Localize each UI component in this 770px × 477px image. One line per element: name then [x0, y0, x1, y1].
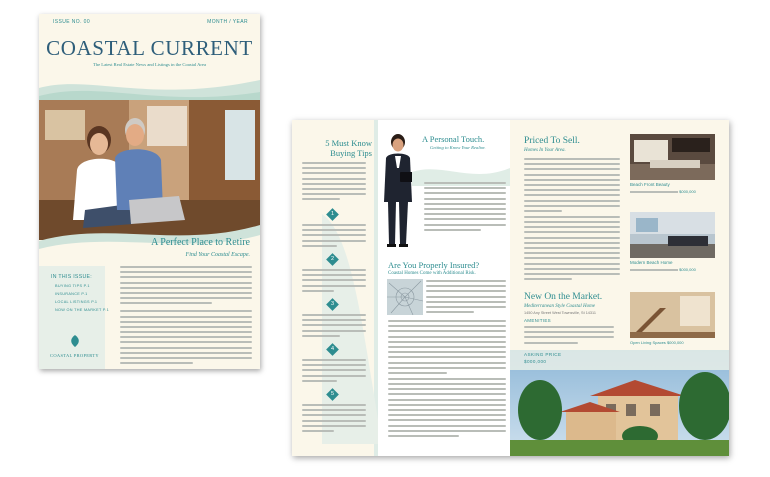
- listing-details: $000,000: [630, 189, 696, 194]
- tip-number: 2: [330, 256, 335, 262]
- feature-headline: A Perfect Place to Retire: [151, 237, 250, 248]
- masthead-tagline: The Latest Real Estate News and Listings in the Coastal Area: [92, 62, 207, 67]
- priced-subtitle: Homes In Your Area.: [524, 148, 566, 153]
- toc-item: LOCAL LISTINGS P.1: [55, 300, 98, 304]
- market-address: 1450 Any Street West Townsville, St 14311: [524, 311, 596, 315]
- listing-photo-living: [630, 212, 715, 258]
- market-subtitle: Mediterranean Style Coastal Home: [524, 304, 595, 309]
- newsletter-inside-spread: [292, 120, 729, 456]
- tips-title: 5 Must Know Buying Tips: [325, 138, 372, 158]
- realtor-photo: [380, 132, 420, 250]
- brand-name: COASTAL PROPERTY: [50, 353, 99, 358]
- tip-text: [302, 404, 366, 435]
- brand-logo: [47, 334, 102, 358]
- priced-title: Priced To Sell.: [524, 136, 580, 146]
- amenities-label: AMENITIES: [524, 318, 551, 323]
- market-title: New On the Market.: [524, 292, 603, 302]
- amenities-text: [524, 326, 614, 347]
- broken-glass-photo: [387, 279, 423, 315]
- tip-number: 4: [330, 346, 335, 352]
- tip-number: 3: [330, 301, 335, 307]
- listing-photo-kitchen: [630, 134, 715, 180]
- featured-home-photo: [510, 350, 729, 456]
- tip-text: [302, 359, 366, 385]
- tip-text: [302, 224, 366, 250]
- listing-details: $000,000: [630, 267, 696, 272]
- toc-item: INSURANCE P.1: [55, 292, 88, 296]
- leaf-logo-icon: [68, 335, 82, 347]
- listing-name: Beach Front Beauty: [630, 182, 670, 187]
- insured-title: Are You Properly Insured?: [388, 260, 480, 270]
- tip-text: [302, 314, 366, 340]
- listing-name: Modern Beach Home: [630, 260, 673, 265]
- personal-title: A Personal Touch.: [422, 134, 485, 144]
- toc-item: BUYING TIPS P.1: [55, 284, 90, 288]
- masthead-title: COASTAL CURRENT: [46, 36, 253, 60]
- insured-subtitle: Coastal Homes Come with Additional Risk.: [388, 271, 476, 276]
- priced-body-text: [524, 158, 620, 283]
- tip-number: 5: [330, 391, 335, 397]
- tip-text: [302, 269, 366, 295]
- issue-date: MONTH / YEAR: [207, 19, 248, 25]
- insured-intro-text: [426, 280, 506, 316]
- issue-number: ISSUE NO. 00: [53, 19, 91, 25]
- personal-subtitle: Getting to Know Your Realtor.: [430, 145, 486, 150]
- toc-item: NOW ON THE MARKET P.1: [55, 308, 109, 312]
- asking-price-label: ASKING PRICE: [524, 352, 562, 357]
- listing-details: Open Living Spaces $000,000: [630, 340, 684, 345]
- asking-price-value: $000,000: [524, 359, 547, 364]
- personal-body-text: [424, 182, 506, 234]
- tips-intro-text: [302, 162, 366, 204]
- tip-number: 1: [330, 211, 335, 217]
- in-this-issue-label: IN THIS ISSUE:: [51, 274, 93, 280]
- newsletter-cover: [39, 14, 260, 369]
- insured-body-text: [388, 320, 506, 440]
- feature-body-text: [120, 266, 252, 367]
- listing-photo-stairs: [630, 292, 715, 338]
- feature-subhead: Find Your Coastal Escape.: [185, 252, 250, 258]
